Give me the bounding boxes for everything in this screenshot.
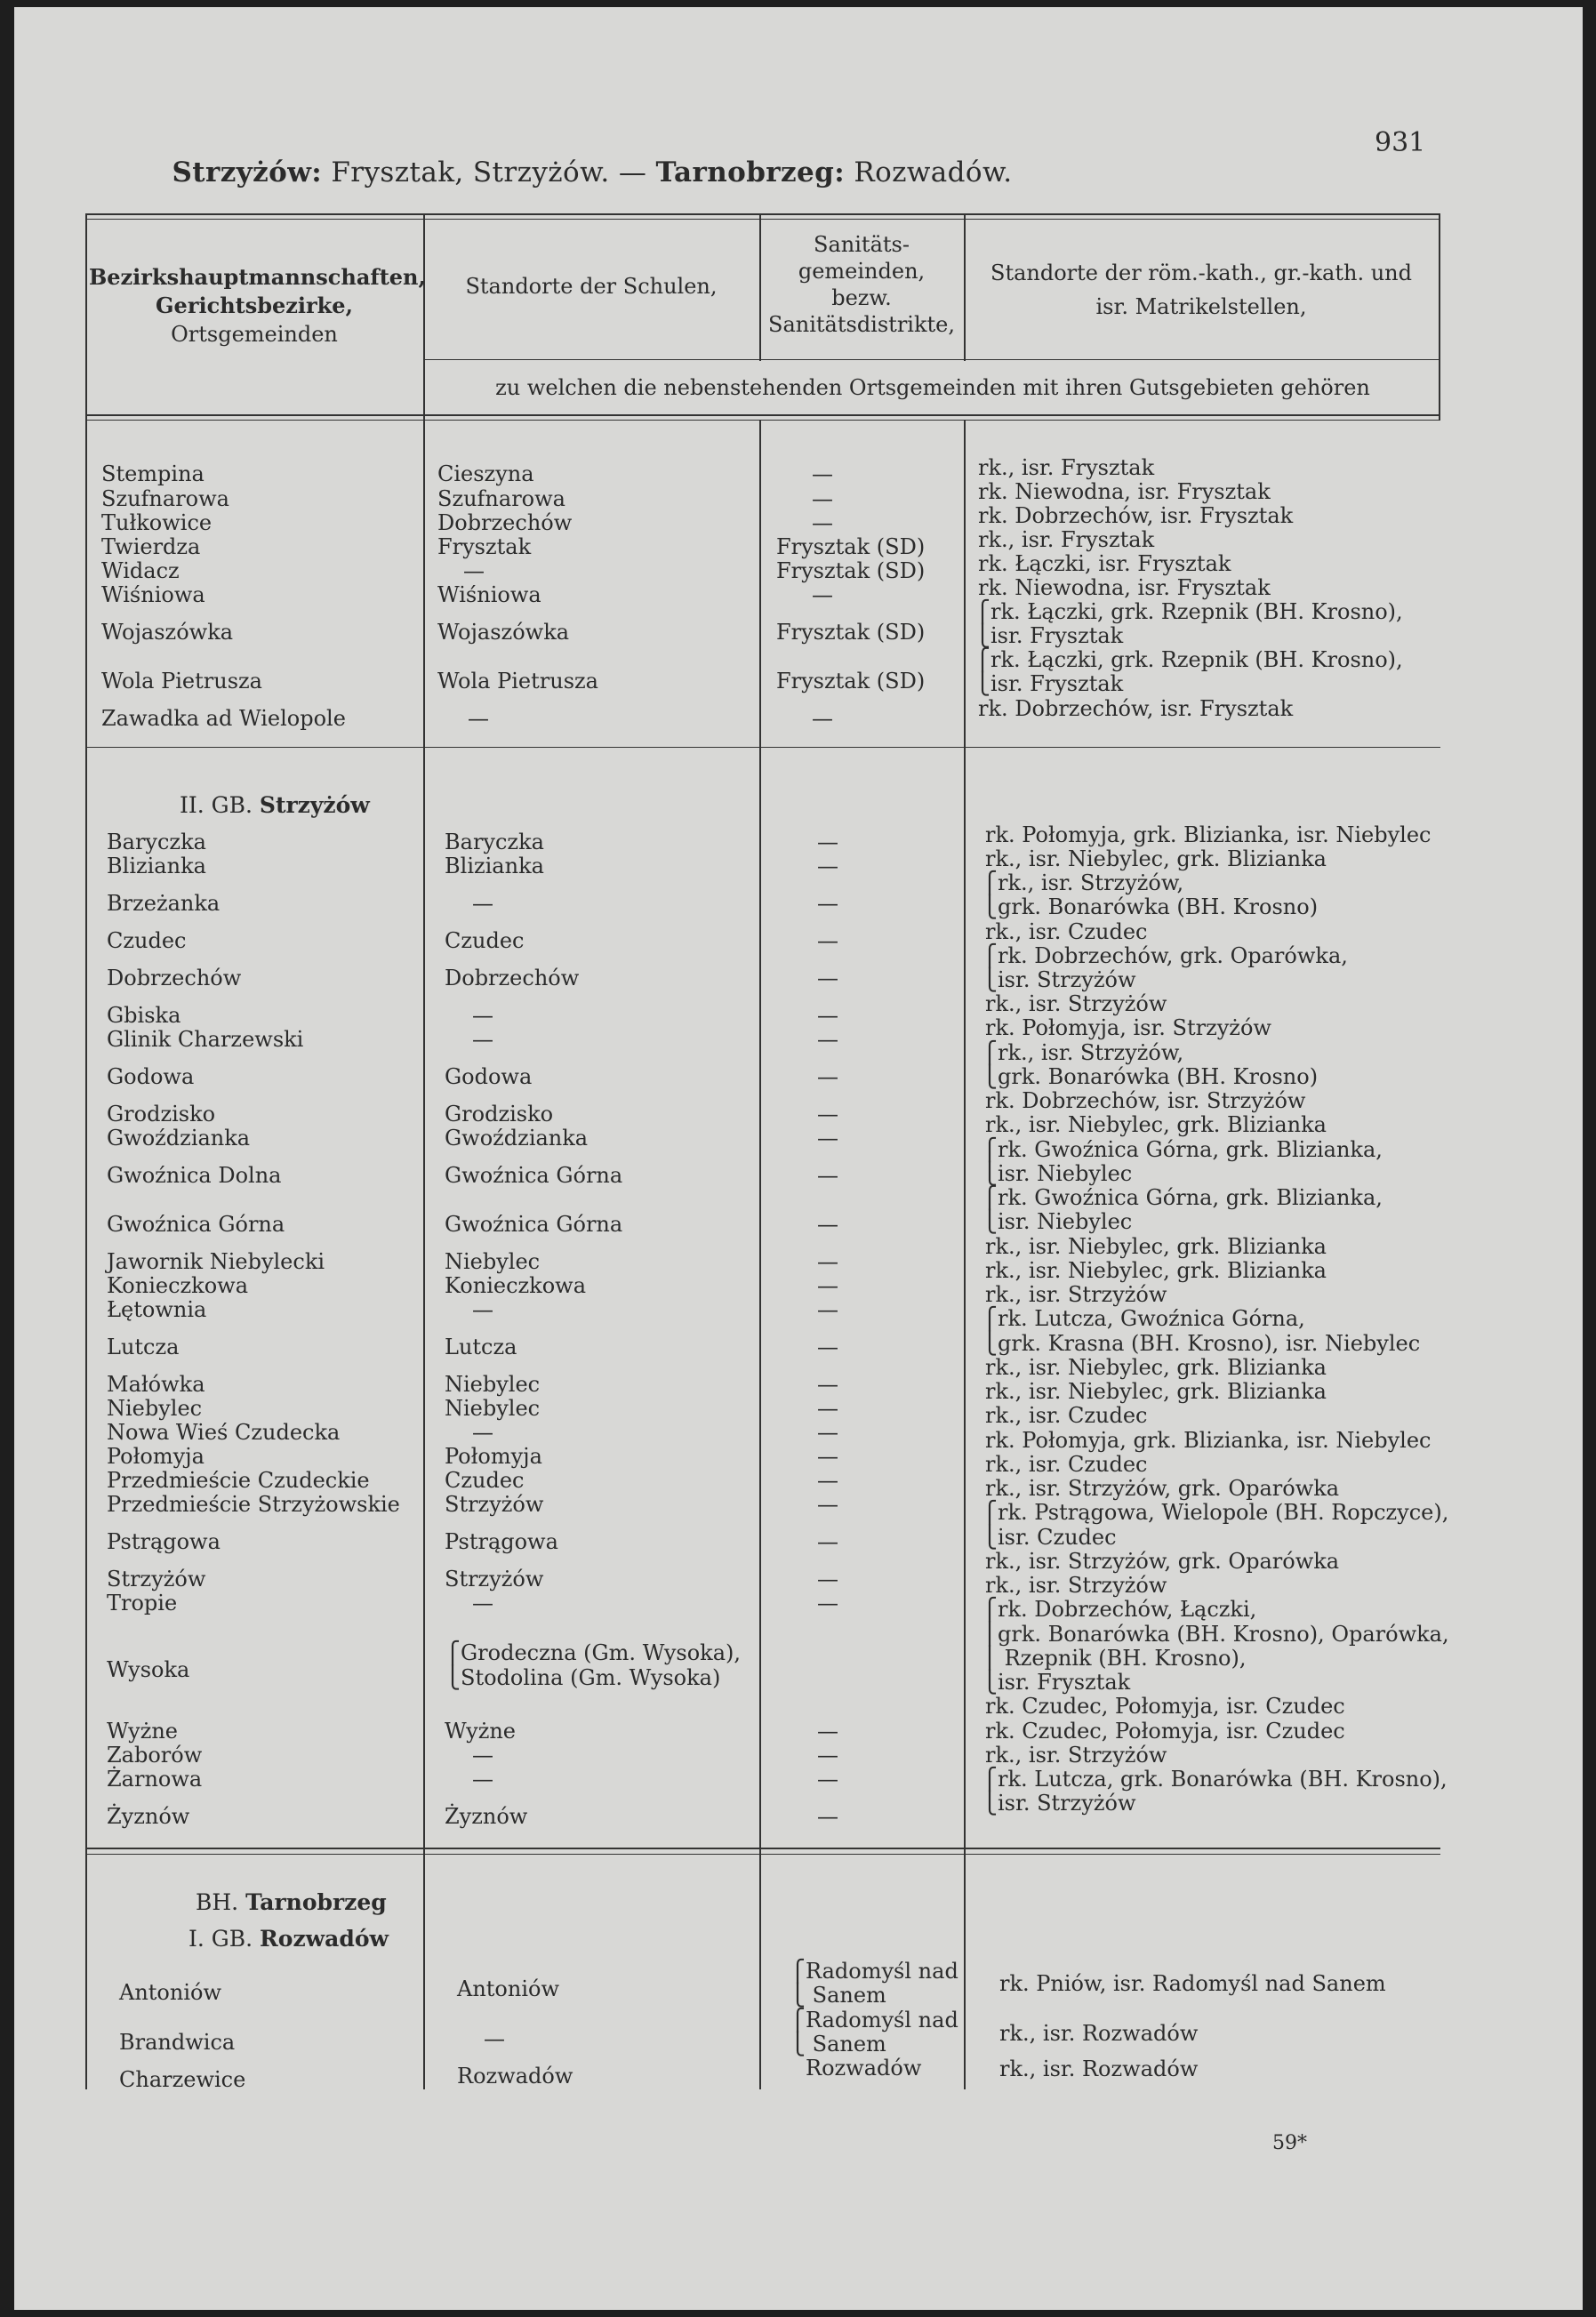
school-location: Antoniów bbox=[457, 1976, 560, 2001]
gemeinde-name: Gwoździanka bbox=[107, 1126, 251, 1150]
sanitary-district: — bbox=[817, 1064, 838, 1089]
sanitary-district: — bbox=[817, 1297, 838, 1322]
school-location: Czudec bbox=[445, 1468, 525, 1493]
sanitary-district: — bbox=[812, 486, 833, 511]
matrikel-location: ⎧rk. Pstrągowa, Wielopole (BH. Ropczyce), bbox=[982, 1500, 1449, 1525]
sanitary-district: — bbox=[817, 1743, 838, 1768]
sanitary-district: ⎧Radomyśl nad bbox=[790, 1959, 958, 1984]
sanitary-district: — bbox=[817, 1273, 838, 1298]
school-location: Wyżne bbox=[445, 1719, 517, 1744]
school-location: Lutcza bbox=[445, 1335, 517, 1359]
section-rule-1 bbox=[85, 747, 1440, 748]
header-col1-line1: Bezirkshauptmannschaften, bbox=[89, 264, 426, 290]
header-col3-line2: gemeinden, bbox=[798, 259, 926, 284]
school-location: Dobrzechów bbox=[445, 966, 580, 990]
header-mid-rule bbox=[423, 359, 1440, 360]
school-location: Grodzisko bbox=[445, 1102, 554, 1126]
gemeinde-name: Czudec bbox=[107, 928, 187, 953]
page-number: 931 bbox=[1375, 127, 1426, 158]
matrikel-location: rk., isr. Strzyżów bbox=[985, 1282, 1167, 1307]
header-col1-line3: Ortsgemeinden bbox=[171, 322, 338, 347]
school-location: Wola Pietrusza bbox=[437, 669, 598, 693]
school-location: Niebylec bbox=[445, 1372, 541, 1397]
matrikel-location: rk., isr. Frysztak bbox=[978, 527, 1155, 552]
gemeinde-name: Gbiska bbox=[107, 1003, 181, 1028]
sanitary-district: — bbox=[812, 510, 833, 535]
school-location: — bbox=[472, 1420, 493, 1445]
matrikel-location: rk. Czudec, Połomyja, isr. Czudec bbox=[985, 1694, 1345, 1719]
gemeinde-name: Stempina bbox=[101, 461, 205, 486]
section-title-strzyzow bbox=[180, 792, 370, 818]
sanitary-district: — bbox=[817, 1420, 838, 1445]
header-col3-line1: Sanitäts- bbox=[814, 232, 910, 257]
gemeinde-name: Baryczka bbox=[107, 830, 206, 854]
title-right-bold: Tarnobrzeg: bbox=[655, 156, 846, 188]
sanitary-district: — bbox=[817, 1529, 838, 1554]
school-location: Godowa bbox=[445, 1064, 533, 1089]
school-location: Niebylec bbox=[445, 1249, 541, 1274]
gemeinde-name: Wola Pietrusza bbox=[101, 669, 262, 693]
section-rule-2-thin bbox=[85, 1854, 1440, 1855]
school-location: Strzyżów bbox=[445, 1567, 544, 1591]
gemeinde-name: Żyznów bbox=[107, 1804, 190, 1829]
col-border-right bbox=[1439, 213, 1440, 420]
gemeinde-name: Antoniów bbox=[119, 1980, 222, 2005]
sanitary-district: — bbox=[812, 461, 833, 486]
matrikel-location: rk. Łączki, isr. Frysztak bbox=[978, 551, 1231, 576]
matrikel-location: ⎩isr. Strzyżów bbox=[982, 967, 1136, 992]
title-left-rest: Frysztak, Strzyżów. — bbox=[322, 156, 656, 188]
gemeinde-name: Godowa bbox=[107, 1064, 195, 1089]
gemeinde-name: Blizianka bbox=[107, 854, 206, 878]
gemeinde-name: Brzeżanka bbox=[107, 891, 221, 916]
gemeinde-name: Żarnowa bbox=[107, 1767, 203, 1792]
header-subheader: zu welchen die nebenstehenden Ortsgemeinden mit ihren Gutsgebieten gehören bbox=[495, 375, 1370, 400]
matrikel-location: rk., isr. Strzyżów, grk. Oparówka bbox=[985, 1549, 1340, 1574]
section-title-rozwadow bbox=[188, 1926, 389, 1952]
sanitary-district: Frysztak (SD) bbox=[776, 620, 926, 645]
table-top-rule bbox=[85, 213, 1440, 215]
school-location: Strzyżów bbox=[445, 1492, 544, 1517]
sanitary-district: — bbox=[817, 1396, 838, 1421]
school-location: Baryczka bbox=[445, 830, 544, 854]
matrikel-location: rk., isr. Niebylec, grk. Blizianka bbox=[985, 1355, 1327, 1380]
gemeinde-name: Przedmieście Czudeckie bbox=[107, 1468, 370, 1493]
sanitary-district: — bbox=[817, 1102, 838, 1126]
matrikel-location: rk. Niewodna, isr. Frysztak bbox=[978, 479, 1271, 504]
matrikel-location: rk. Dobrzechów, isr. Frysztak bbox=[978, 503, 1294, 528]
gemeinde-name: Strzyżów bbox=[107, 1567, 206, 1591]
school-location: — bbox=[472, 1297, 493, 1322]
sanitary-district: — bbox=[817, 830, 838, 854]
gemeinde-name: Tropie bbox=[107, 1591, 178, 1615]
col-border-3-head bbox=[964, 213, 966, 361]
matrikel-location: ⎧rk., isr. Strzyżów, bbox=[982, 1040, 1184, 1065]
gemeinde-name: Nowa Wieś Czudecka bbox=[107, 1420, 341, 1445]
matrikel-location: rk. Połomyja, grk. Blizianka, isr. Niebylec bbox=[985, 1428, 1432, 1453]
gemeinde-name: Przedmieście Strzyżowskie bbox=[107, 1492, 400, 1517]
gemeinde-name: Wiśniowa bbox=[101, 582, 205, 607]
signature-mark: 59* bbox=[1272, 2132, 1307, 2154]
school-location: Rozwadów bbox=[457, 2064, 573, 2089]
col-border-2-head bbox=[759, 213, 761, 361]
sanitary-district: — bbox=[817, 1468, 838, 1493]
matrikel-location: ⎧rk. Lutcza, grk. Bonarówka (BH. Krosno), bbox=[982, 1767, 1448, 1792]
col-border-3 bbox=[964, 420, 966, 2089]
school-location: Frysztak bbox=[437, 534, 532, 559]
header-bottom-rule bbox=[85, 414, 1440, 416]
school-location: ⎩Stodolina (Gm. Wysoka) bbox=[445, 1665, 721, 1690]
sanitary-district: — bbox=[817, 1444, 838, 1469]
section-rozwadow-prefix: I. GB. bbox=[188, 1926, 261, 1952]
header-col-3 bbox=[763, 231, 960, 338]
sanitary-district: — bbox=[817, 854, 838, 878]
school-location: Wojaszówka bbox=[437, 620, 570, 645]
gemeinde-name: Łętownia bbox=[107, 1297, 207, 1322]
sanitary-district: — bbox=[817, 1372, 838, 1397]
sanitary-district: Frysztak (SD) bbox=[776, 558, 926, 583]
matrikel-location: ⎩isr. Frysztak bbox=[982, 1670, 1131, 1695]
sanitary-district: Frysztak (SD) bbox=[776, 669, 926, 693]
matrikel-location: ⎧rk., isr. Strzyżów, bbox=[982, 870, 1184, 895]
col-border-left bbox=[85, 213, 87, 2089]
school-location: Szufnarowa bbox=[437, 486, 565, 511]
sanitary-district: — bbox=[817, 1027, 838, 1052]
school-location: Blizianka bbox=[445, 854, 544, 878]
gemeinde-name: Gwoźnica Górna bbox=[107, 1212, 285, 1237]
school-location: — bbox=[472, 1767, 493, 1792]
school-location: Gwoźnica Górna bbox=[445, 1163, 623, 1188]
sanitary-district: — bbox=[817, 1335, 838, 1359]
gemeinde-name: Wojaszówka bbox=[101, 620, 234, 645]
sanitary-district: — bbox=[817, 891, 838, 916]
sanitary-district: — bbox=[817, 1249, 838, 1274]
matrikel-location: rk., isr. Niebylec, grk. Blizianka bbox=[985, 1112, 1327, 1137]
sanitary-district: ⎩ Sanem bbox=[790, 2032, 886, 2056]
sanitary-district: — bbox=[817, 1591, 838, 1615]
title-left-bold: Strzyżów: bbox=[172, 156, 323, 188]
matrikel-location: ⎩isr. Frysztak bbox=[974, 671, 1124, 696]
matrikel-location: rk. Połomyja, isr. Strzyżów bbox=[985, 1015, 1271, 1040]
gemeinde-name: Brandwica bbox=[119, 2030, 236, 2055]
school-location: — bbox=[472, 1003, 493, 1028]
matrikel-location: ⎩isr. Frysztak bbox=[974, 623, 1124, 648]
matrikel-location: ⎪grk. Bonarówka (BH. Krosno), Oparówka, bbox=[982, 1622, 1449, 1647]
matrikel-location: rk. Połomyja, grk. Blizianka, isr. Niebylec bbox=[985, 822, 1432, 847]
school-location: — bbox=[472, 891, 493, 916]
matrikel-location: rk., isr. Rozwadów bbox=[999, 2021, 1199, 2046]
header-col-1 bbox=[89, 263, 426, 349]
matrikel-location: rk. Dobrzechów, isr. Strzyżów bbox=[985, 1088, 1306, 1113]
matrikel-location: rk., isr. Strzyżów, grk. Oparówka bbox=[985, 1476, 1340, 1501]
school-location: Pstrągowa bbox=[445, 1529, 558, 1554]
header-col-2: Standorte der Schulen, bbox=[465, 274, 718, 299]
gemeinde-name: Tułkowice bbox=[101, 510, 213, 535]
matrikel-location: ⎩isr. Niebylec bbox=[982, 1209, 1133, 1234]
school-location: Gwoździanka bbox=[445, 1126, 589, 1150]
matrikel-location: rk., isr. Czudec bbox=[985, 919, 1148, 944]
gemeinde-name: Niebylec bbox=[107, 1396, 203, 1421]
matrikel-location: ⎩isr. Niebylec bbox=[982, 1161, 1133, 1186]
gemeinde-name: Małówka bbox=[107, 1372, 205, 1397]
matrikel-location: ⎧rk. Gwoźnica Górna, grk. Blizianka, bbox=[982, 1137, 1383, 1162]
gemeinde-name: Charzewice bbox=[119, 2067, 246, 2092]
school-location: — bbox=[484, 2026, 505, 2051]
section-rule-2 bbox=[85, 1848, 1440, 1849]
sanitary-district: — bbox=[817, 1767, 838, 1792]
school-location: — bbox=[463, 558, 485, 583]
gemeinde-name: Jawornik Niebylecki bbox=[107, 1249, 325, 1274]
matrikel-location: rk., isr. Strzyżów bbox=[985, 1573, 1167, 1598]
matrikel-location: ⎧rk. Gwoźnica Górna, grk. Blizianka, bbox=[982, 1185, 1383, 1210]
title-right-rest: Rozwadów. bbox=[845, 156, 1013, 188]
matrikel-location: rk., isr. Niebylec, grk. Blizianka bbox=[985, 1234, 1327, 1259]
page-title bbox=[14, 156, 1170, 188]
gemeinde-name: Wyżne bbox=[107, 1719, 179, 1744]
header-col4-line1: Standorte der röm.-kath., gr.-kath. und bbox=[990, 261, 1412, 285]
section-strzyzow-prefix: II. GB. bbox=[180, 792, 260, 818]
header-col1-line2: Gerichtsbezirke, bbox=[156, 293, 353, 318]
matrikel-location: ⎩isr. Strzyżów bbox=[982, 1791, 1136, 1816]
matrikel-location: ⎩grk. Bonarówka (BH. Krosno) bbox=[982, 894, 1319, 919]
section-tarnobrzeg-name: Tarnobrzeg bbox=[245, 1889, 387, 1915]
matrikel-location: rk., isr. Rozwadów bbox=[999, 2056, 1199, 2081]
header-col-4 bbox=[967, 256, 1435, 324]
section-strzyzow-name: Strzyżów bbox=[259, 792, 370, 818]
gemeinde-name: Dobrzechów bbox=[107, 966, 242, 990]
gemeinde-name: Glinik Charzewski bbox=[107, 1027, 304, 1052]
matrikel-location: ⎧rk. Dobrzechów, grk. Oparówka, bbox=[982, 943, 1348, 968]
gemeinde-name: Połomyja bbox=[107, 1444, 205, 1469]
sanitary-district: — bbox=[817, 1567, 838, 1591]
matrikel-location: rk., isr. Niebylec, grk. Blizianka bbox=[985, 1258, 1327, 1283]
sanitary-district: — bbox=[817, 966, 838, 990]
school-location: Wiśniowa bbox=[437, 582, 541, 607]
gemeinde-name: Widacz bbox=[101, 558, 180, 583]
school-location: Połomyja bbox=[445, 1444, 542, 1469]
matrikel-location: ⎩grk. Krasna (BH. Krosno), isr. Niebylec bbox=[982, 1331, 1421, 1356]
sanitary-district: Frysztak (SD) bbox=[776, 534, 926, 559]
matrikel-location: ⎧rk. Lutcza, Gwoźnica Górna, bbox=[982, 1306, 1305, 1331]
sanitary-district: ⎩ Sanem bbox=[790, 1983, 886, 2008]
matrikel-location: ⎩grk. Bonarówka (BH. Krosno) bbox=[982, 1064, 1319, 1089]
matrikel-location: rk., isr. Frysztak bbox=[978, 455, 1155, 480]
sanitary-district: — bbox=[817, 1163, 838, 1188]
school-location: Dobrzechów bbox=[437, 510, 573, 535]
sanitary-district: ⎧Radomyśl nad bbox=[790, 2008, 958, 2032]
header-col3-line4: Sanitätsdistrikte, bbox=[768, 312, 955, 337]
gemeinde-name: Gwoźnica Dolna bbox=[107, 1163, 282, 1188]
header-bottom-rule-thin bbox=[85, 420, 1440, 421]
table-top-rule-thin bbox=[85, 219, 1440, 220]
sanitary-district: — bbox=[817, 1492, 838, 1517]
school-location: Czudec bbox=[445, 928, 525, 953]
sanitary-district: — bbox=[817, 928, 838, 953]
matrikel-location: rk. Pniów, isr. Radomyśl nad Sanem bbox=[999, 1971, 1386, 1996]
gemeinde-name: Zaborów bbox=[107, 1743, 203, 1768]
matrikel-location: rk., isr. Czudec bbox=[985, 1452, 1148, 1477]
scanned-page bbox=[14, 7, 1583, 2310]
school-location: ⎧Grodeczna (Gm. Wysoka), bbox=[445, 1640, 741, 1665]
matrikel-location: rk., isr. Czudec bbox=[985, 1403, 1148, 1428]
header-col4-line2: isr. Matrikelstellen, bbox=[1095, 294, 1307, 319]
matrikel-location: rk., isr. Strzyżów bbox=[985, 1743, 1167, 1768]
gemeinde-name: Pstrągowa bbox=[107, 1529, 221, 1554]
gemeinde-name: Twierdza bbox=[101, 534, 201, 559]
sanitary-district: — bbox=[817, 1126, 838, 1150]
school-location: — bbox=[472, 1743, 493, 1768]
matrikel-location: rk., isr. Niebylec, grk. Blizianka bbox=[985, 846, 1327, 871]
sanitary-district: Rozwadów bbox=[806, 2056, 922, 2080]
col-border-2 bbox=[759, 420, 761, 2089]
gemeinde-name: Konieczkowa bbox=[107, 1273, 248, 1298]
sanitary-district: — bbox=[812, 582, 833, 607]
matrikel-location: ⎪ Rzepnik (BH. Krosno), bbox=[982, 1646, 1247, 1671]
school-location: Cieszyna bbox=[437, 461, 534, 486]
school-location: Gwoźnica Górna bbox=[445, 1212, 623, 1237]
school-location: — bbox=[468, 706, 489, 731]
school-location: — bbox=[472, 1591, 493, 1615]
sanitary-district: — bbox=[812, 706, 833, 731]
school-location: Żyznów bbox=[445, 1804, 528, 1829]
gemeinde-name: Szufnarowa bbox=[101, 486, 229, 511]
matrikel-location: rk., isr. Strzyżów bbox=[985, 991, 1167, 1016]
section-rozwadow-name: Rozwadów bbox=[260, 1926, 389, 1952]
gemeinde-name: Grodzisko bbox=[107, 1102, 216, 1126]
matrikel-location: rk. Niewodna, isr. Frysztak bbox=[978, 575, 1271, 600]
gemeinde-name: Lutcza bbox=[107, 1335, 180, 1359]
header-col3-line3: bezw. bbox=[831, 285, 892, 310]
section-tarnobrzeg-prefix: BH. bbox=[196, 1889, 246, 1915]
matrikel-location: ⎧rk. Dobrzechów, Łączki, bbox=[982, 1597, 1257, 1622]
gemeinde-name: Zawadka ad Wielopole bbox=[101, 706, 346, 731]
sanitary-district: — bbox=[817, 1003, 838, 1028]
matrikel-location: ⎧rk. Łączki, grk. Rzepnik (BH. Krosno), bbox=[974, 599, 1403, 624]
sanitary-district: — bbox=[817, 1212, 838, 1237]
sanitary-district: — bbox=[817, 1719, 838, 1744]
school-location: — bbox=[472, 1027, 493, 1052]
section-title-tarnobrzeg bbox=[196, 1889, 387, 1915]
col-border-1 bbox=[423, 213, 425, 2089]
school-location: Konieczkowa bbox=[445, 1273, 586, 1298]
matrikel-location: rk., isr. Niebylec, grk. Blizianka bbox=[985, 1379, 1327, 1404]
matrikel-location: ⎩isr. Czudec bbox=[982, 1525, 1117, 1550]
gemeinde-name: Wysoka bbox=[107, 1657, 190, 1682]
matrikel-location: ⎧rk. Łączki, grk. Rzepnik (BH. Krosno), bbox=[974, 647, 1403, 672]
matrikel-location: rk. Czudec, Połomyja, isr. Czudec bbox=[985, 1719, 1345, 1744]
school-location: Niebylec bbox=[445, 1396, 541, 1421]
matrikel-location: rk. Dobrzechów, isr. Frysztak bbox=[978, 696, 1294, 721]
sanitary-district: — bbox=[817, 1804, 838, 1829]
